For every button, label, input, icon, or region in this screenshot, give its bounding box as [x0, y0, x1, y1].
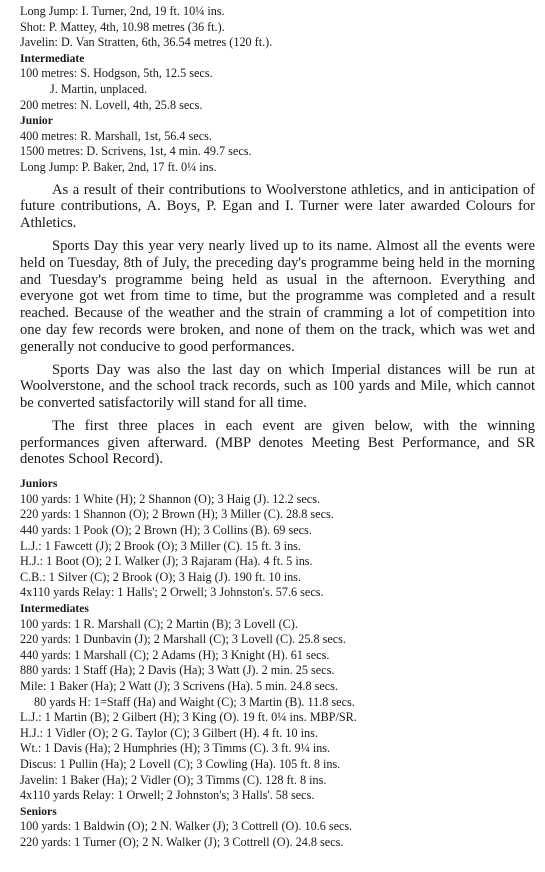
result-line: C.B.: 1 Silver (C); 2 Brook (O); 3 Haig (J). 190 ft. 10 ins. [20, 569, 301, 584]
paragraph-results-intro: The first three places in each event are given below, with the winning performances given afterward. (MBP denotes Meeting Best Performance, and SR denotes School Record). [20, 417, 535, 468]
paragraph-imperial-distances: Sports Day was also the last day on which Imperial distances will be run at Woolverstone, and the school track records, such as 100 yards and Mile, which cannot be converted satisfactorily will stand for all time. [20, 361, 535, 412]
result-line: 4x110 yards Relay: 1 Orwell; 2 Johnston's; 3 Halls'. 58 secs. [20, 788, 315, 803]
section-heading-seniors: Seniors [20, 804, 57, 818]
result-line: Javelin: 1 Baker (Ha); 2 Vidler (O); 3 Timms (C). 128 ft. 8 ins. [20, 772, 327, 787]
result-line: Long Jump: I. Turner, 2nd, 19 ft. 10¼ ins. [20, 4, 225, 18]
result-line: H.J.: 1 Boot (O); 2 I. Walker (J); 3 Rajaram (Ha). 4 ft. 5 ins. [20, 554, 313, 569]
result-line: Mile: 1 Baker (Ha); 2 Watt (J); 3 Scrivens (Ha). 5 min. 24.8 secs. [20, 679, 338, 693]
result-line: J. Martin, unplaced. [50, 81, 148, 96]
paragraph-colours: As a result of their contributions to Woolverstone athletics, and in anticipation of future contributions, A. Boys, P. Egan and I. Turner were later awarded Colours for Athletics. [20, 181, 535, 232]
section-heading-junior: Junior [20, 114, 53, 128]
result-line: Javelin: D. Van Stratten, 6th, 36.54 metres (120 ft.). [20, 35, 273, 50]
paragraph-sports-day: Sports Day this year very nearly lived up to its name. Almost all the events were held on Tuesday, 8th of July, the preceding day's programme being held in the morning and Tuesday's programme being held as usual in the afternoon. Everything and everyone got wet from time to time, but the programme was completed and a result reached. Because of the weather and the strain of cramming a lot of competition into one day few records were broken, and none of them on the track, which was wet and generally not conducive to good performances. [20, 237, 535, 355]
result-line: 80 yards H: 1=Staff (Ha) and Waight (C); 3 Martin (B). 11.8 secs. [34, 694, 355, 709]
result-line: 440 yards: 1 Marshall (C); 2 Adams (H); 3 Knight (H). 61 secs. [20, 647, 330, 662]
result-line: 100 yards: 1 Baldwin (O); 2 N. Walker (J); 3 Cottrell (O). 10.6 secs. [20, 819, 353, 834]
result-line: H.J.: 1 Vidler (O); 2 G. Taylor (C); 3 Gilbert (H). 4 ft. 10 ins. [20, 725, 318, 740]
section-heading-intermediate: Intermediate [20, 51, 85, 65]
result-line: 4x110 yards Relay: 1 Halls'; 2 Orwell; 3 Johnston's. 57.6 secs. [20, 585, 324, 600]
result-line: Shot: P. Mattey, 4th, 10.98 metres (36 ft.). [20, 19, 225, 34]
result-line: 220 yards: 1 Shannon (O); 2 Brown (H); 3 Miller (C). 28.8 secs. [20, 507, 334, 522]
section-heading-intermediates: Intermediates [20, 602, 89, 616]
section-heading-juniors: Juniors [20, 477, 58, 491]
result-line: Discus: 1 Pullin (Ha); 2 Lovell (C); 3 Cowling (Ha). 105 ft. 8 ins. [20, 756, 341, 771]
result-line: Wt.: 1 Davis (Ha); 2 Humphries (H); 3 Timms (C). 3 ft. 9¼ ins. [20, 741, 331, 756]
result-line: 400 metres: R. Marshall, 1st, 56.4 secs. [20, 128, 212, 143]
result-line: 880 yards: 1 Staff (Ha); 2 Davis (Ha); 3 Watt (J). 2 min. 25 secs. [20, 663, 335, 678]
result-line: 100 yards: 1 R. Marshall (C); 2 Martin (B); 3 Lovell (C). [20, 616, 298, 631]
result-line: 220 yards: 1 Turner (O); 2 N. Walker (J); 3 Cottrell (O). 24.8 secs. [20, 834, 344, 849]
result-line: 220 yards: 1 Dunbavin (J); 2 Marshall (C); 3 Lovell (C). 25.8 secs. [20, 632, 346, 647]
result-line: 200 metres: N. Lovell, 4th, 25.8 secs. [20, 97, 203, 112]
result-line: 100 yards: 1 White (H); 2 Shannon (O); 3 Haig (J). 12.2 secs. [20, 491, 321, 506]
result-line: 1500 metres: D. Scrivens, 1st, 4 min. 49.7 secs. [20, 144, 252, 159]
result-line: L.J.: 1 Martin (B); 2 Gilbert (H); 3 King (O). 19 ft. 0¼ ins. MBP/SR. [20, 710, 357, 725]
result-line: 100 metres: S. Hodgson, 5th, 12.5 secs. [20, 66, 213, 81]
result-line: 440 yards: 1 Pook (O); 2 Brown (H); 3 Collins (B). 69 secs. [20, 523, 312, 538]
result-line: L.J.: 1 Fawcett (J); 2 Brook (O); 3 Miller (C). 15 ft. 3 ins. [20, 538, 301, 553]
result-line: Long Jump: P. Baker, 2nd, 17 ft. 0¼ ins. [20, 159, 217, 174]
